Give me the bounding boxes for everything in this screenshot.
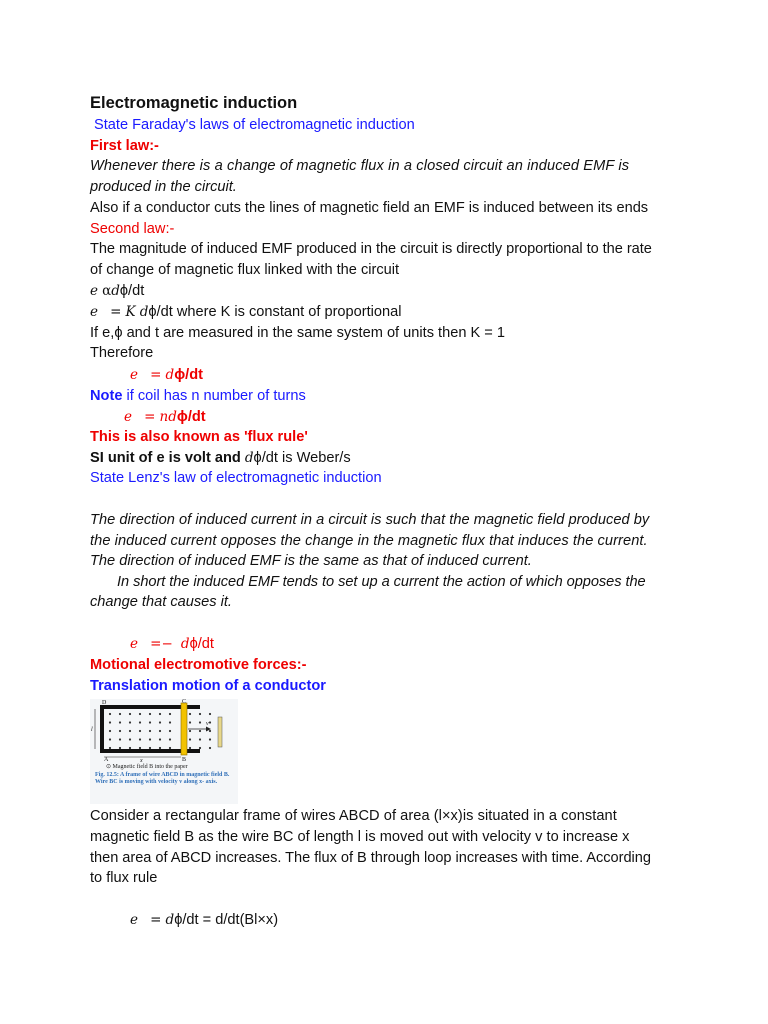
therefore-text: Therefore	[90, 345, 154, 361]
eq-lhs: e	[90, 283, 98, 299]
field-dot	[209, 738, 211, 740]
lenz-text-1: The direction of induced current in a circuit is such that the magnetic field produced by	[90, 512, 650, 528]
field-dot	[149, 738, 151, 740]
field-dot	[109, 730, 111, 732]
field-dot	[119, 738, 121, 740]
si-unit-sym: d	[244, 450, 254, 466]
units-statement: If e,ϕ and t are measured in the same system of units then K = 1	[90, 325, 505, 341]
eq-lhs: e	[124, 409, 132, 425]
equation-lenz	[130, 634, 718, 655]
field-dot	[139, 730, 141, 732]
field-dot	[159, 721, 161, 723]
translation-heading: Translation motion of a conductor	[90, 678, 326, 694]
figure-caption: Fig. 12.5: A frame of wire ABCD in magnetic field B. Wire BC is moving with velocity v along x- axis.	[95, 772, 230, 786]
field-dot	[189, 730, 191, 732]
field-dot	[189, 747, 191, 749]
note-line	[90, 386, 678, 407]
field-dot	[209, 721, 211, 723]
consider-text-1: Consider a rectangular frame of wires ABCD of area (l×x)is situated in a constant	[90, 808, 617, 824]
field-dot	[139, 713, 141, 715]
eq-rel: =	[110, 304, 122, 320]
field-dot	[119, 730, 121, 732]
wire-frame-diagram	[90, 699, 238, 804]
page-title: Electromagnetic induction	[90, 94, 298, 112]
eq-rest: ϕ/dt where K is constant of proportional	[148, 304, 402, 320]
field-dot	[209, 747, 211, 749]
field-dot	[189, 713, 191, 715]
field-dot	[169, 713, 171, 715]
lenz-text-2: the induced current opposes the change in the magnetic flux that induces the current.	[90, 533, 648, 549]
eq-rest: ϕ/dt	[176, 409, 206, 425]
field-dot	[209, 730, 211, 732]
eq-rel: α	[102, 283, 112, 299]
eq-rest: ϕ/dt	[119, 283, 145, 299]
field-dot	[129, 721, 131, 723]
field-dot	[199, 747, 201, 749]
first-law-heading: First law:-	[90, 138, 159, 154]
field-dot	[149, 730, 151, 732]
field-label: ⊙ Magnetic field B into the paper	[106, 764, 188, 770]
eq-rel: =−	[150, 636, 173, 652]
field-dot	[159, 730, 161, 732]
eq-rest: ϕ/dt	[189, 636, 214, 652]
eq-k: K	[125, 304, 136, 320]
field-dot	[169, 721, 171, 723]
field-dot	[109, 721, 111, 723]
field-dot	[199, 721, 201, 723]
lenz-text-5: change that causes it.	[90, 594, 232, 610]
left-wire-ad	[100, 705, 104, 753]
label-a: A	[104, 757, 109, 763]
note-label: Note	[90, 388, 123, 404]
eq-lhs: e	[130, 367, 138, 383]
eq-rest: ϕ/dt	[174, 367, 203, 383]
eq-sym: d	[165, 367, 175, 383]
label-l: l	[91, 727, 93, 733]
second-law-text-1: The magnitude of induced EMF produced in the circuit is directly proportional to the rate	[90, 241, 652, 257]
lenz-text-4: In short the induced EMF tends to set up a current the action of which opposes the	[117, 574, 646, 590]
field-dot	[119, 721, 121, 723]
field-dot	[129, 730, 131, 732]
question-faraday: State Faraday's laws of electromagnetic induction	[94, 117, 415, 133]
equation-flux-rule	[130, 910, 718, 931]
field-dot	[209, 713, 211, 715]
equation-n-turns	[124, 407, 712, 428]
field-dot	[129, 738, 131, 740]
label-v: v	[206, 721, 209, 727]
field-dot	[139, 747, 141, 749]
motional-emf-heading: Motional electromotive forces:-	[90, 657, 307, 673]
field-dot	[199, 730, 201, 732]
eq-lhs: e	[130, 636, 138, 652]
eq-sym: d	[165, 912, 175, 928]
label-x: x	[140, 758, 143, 764]
si-unit-a: SI unit of e is volt and	[90, 450, 245, 466]
field-dot	[169, 738, 171, 740]
moving-rod-bc	[181, 703, 187, 755]
field-dot	[139, 738, 141, 740]
si-unit-b: ϕ/dt is Weber/s	[253, 450, 351, 466]
eq-rest: ϕ/dt = d/dt(Bl×x)	[174, 912, 279, 928]
field-dot	[109, 747, 111, 749]
note-text: if coil has n number of turns	[122, 388, 306, 404]
eq-lhs: e	[130, 912, 138, 928]
second-law-text-2: of change of magnetic flux linked with the circuit	[90, 262, 400, 278]
eq-sym: d	[111, 283, 120, 299]
field-dot	[109, 738, 111, 740]
eq-rel: =	[144, 409, 156, 425]
question-lenz: State Lenz's law of electromagnetic induction	[90, 470, 382, 486]
equation-proportional	[90, 281, 678, 302]
eq-lhs: e	[90, 304, 98, 320]
field-dot	[139, 721, 141, 723]
lenz-text-3: The direction of induced EMF is the same as that of induced current.	[90, 553, 532, 569]
field-dot	[169, 730, 171, 732]
consider-text-4: to flux rule	[90, 870, 158, 886]
field-dot	[119, 747, 121, 749]
field-dot	[189, 721, 191, 723]
label-b: B	[182, 757, 187, 763]
field-dot	[149, 713, 151, 715]
field-dot	[149, 747, 151, 749]
first-law-text-2: produced in the circuit.	[90, 179, 237, 195]
field-dot	[169, 747, 171, 749]
field-dot	[199, 738, 201, 740]
label-c: C	[182, 699, 187, 705]
field-dot	[159, 713, 161, 715]
eq-sym: d	[139, 304, 149, 320]
consider-text-3: then area of ABCD increases. The flux of B through loop increases with time. According	[90, 850, 651, 866]
field-dot	[149, 721, 151, 723]
first-law-text-1: Whenever there is a change of magnetic flux in a closed circuit an induced EMF is	[90, 158, 630, 174]
second-law-heading: Second law:-	[90, 221, 175, 237]
field-dot	[159, 747, 161, 749]
consider-text-2: magnetic field B as the wire BC of length l is moved out with velocity v to increase x	[90, 829, 630, 845]
eq-rel: =	[150, 367, 162, 383]
eq-rel: =	[150, 912, 162, 928]
field-dot	[199, 713, 201, 715]
field-dot	[119, 713, 121, 715]
field-dot	[109, 713, 111, 715]
field-dot	[129, 713, 131, 715]
equation-faraday	[130, 365, 718, 386]
rod-side-view	[218, 717, 222, 747]
label-d: D	[102, 700, 107, 706]
first-law-extra: Also if a conductor cuts the lines of magnetic field an EMF is induced between its ends	[90, 200, 649, 216]
si-unit-line	[90, 448, 678, 469]
eq-sym: nd	[159, 409, 177, 425]
flux-rule-text: This is also known as 'flux rule'	[90, 429, 308, 445]
field-dot	[159, 738, 161, 740]
field-dot	[129, 747, 131, 749]
equation-constant	[90, 302, 678, 323]
figure-wire-frame	[90, 699, 238, 804]
eq-sym: d	[180, 636, 190, 652]
field-dot	[189, 738, 191, 740]
